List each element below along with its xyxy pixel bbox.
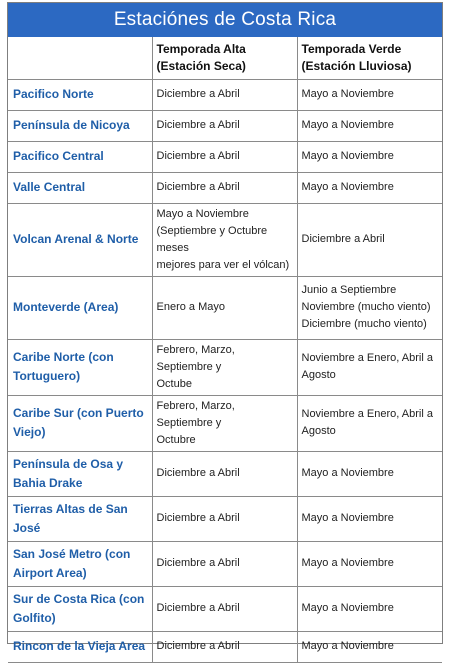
table-row: [8, 451, 442, 496]
temporada-verde-cell: [297, 395, 442, 451]
table-row: [8, 631, 442, 662]
table-row: [8, 110, 442, 141]
temporada-alta-cell: [152, 451, 297, 496]
table-row: [8, 172, 442, 203]
temporada-alta-cell-line: Febrero, Marzo, Septiembre y: [156, 399, 235, 429]
temporada-alta-cell-line: Diciembre a Abril: [156, 150, 240, 162]
temporada-alta-cell: [152, 631, 297, 662]
temporada-alta-cell: [152, 203, 297, 276]
temporada-verde-cell: [297, 496, 442, 541]
temporada-verde-cell: [297, 276, 442, 339]
temporada-alta-cell: [152, 172, 297, 203]
temporada-alta-cell-line: Octube: [156, 377, 192, 390]
region-name: Volcan Arenal & Norte: [8, 203, 152, 276]
temporada-verde-cell-line: Mayo a Noviembre: [301, 640, 394, 652]
temporada-verde-cell-line: Junio a Septiembre: [301, 284, 397, 296]
region-name: Caribe Sur (con Puerto Viejo): [8, 395, 152, 451]
temporada-verde-cell-line: Mayo a Noviembre: [301, 88, 394, 100]
table-row: [8, 586, 442, 631]
temporada-alta-cell-line: Diciembre a Abril: [156, 88, 240, 100]
region-name: Pacifico Central: [8, 141, 152, 172]
temporada-verde-cell: [297, 141, 442, 172]
region-name: San José Metro (con Airport Area): [8, 541, 152, 586]
temporada-alta-cell-line: Diciembre a Abril: [156, 512, 240, 524]
temporada-verde-cell-line: Mayo a Noviembre: [301, 467, 394, 479]
temporada-verde-cell-line: Diciembre a Abril: [301, 233, 385, 245]
temporada-verde-cell-line: Noviembre a Enero, Abril a: [301, 352, 433, 364]
temporada-verde-cell: [297, 172, 442, 203]
temporada-alta-cell: [152, 79, 297, 110]
region-name: Monteverde (Area): [8, 276, 152, 339]
header-alta-line1: Temporada Alta: [156, 41, 246, 56]
table-title: Estaciónes de Costa Rica: [8, 3, 442, 37]
region-name: Valle Central: [8, 172, 152, 203]
temporada-verde-cell: [297, 451, 442, 496]
temporada-alta-cell-line: Diciembre a Abril: [156, 602, 240, 614]
temporada-verde-cell: [297, 586, 442, 631]
temporada-alta-cell-line: Diciembre a Abril: [156, 119, 240, 131]
header-temporada-verde: [297, 37, 442, 79]
temporada-alta-cell-line: Enero a Mayo: [156, 301, 225, 313]
header-region: [8, 37, 152, 79]
region-name: Pacifico Norte: [8, 79, 152, 110]
table-row: [8, 141, 442, 172]
temporada-verde-cell-line: Noviembre (mucho viento): [301, 301, 431, 313]
temporada-verde-cell: [297, 110, 442, 141]
temporada-verde-cell: [297, 203, 442, 276]
table-row: [8, 496, 442, 541]
region-name: Sur de Costa Rica (con Golfito): [8, 586, 152, 631]
region-name: Tierras Altas de San José: [8, 496, 152, 541]
table-row: [8, 541, 442, 586]
temporada-alta-cell: [152, 141, 297, 172]
temporada-verde-cell: [297, 631, 442, 662]
table-row: [8, 339, 442, 395]
temporada-alta-cell: [152, 276, 297, 339]
header-temporada-alta: [152, 37, 297, 79]
temporada-alta-cell: [152, 339, 297, 395]
temporada-verde-cell-line: Diciembre (mucho viento): [301, 318, 427, 330]
temporada-verde-cell: [297, 339, 442, 395]
temporada-verde-cell-line: Noviembre a Enero, Abril a: [301, 408, 433, 420]
temporada-alta-cell-line: Febrero, Marzo, Septiembre y: [156, 343, 235, 373]
temporada-alta-cell: [152, 496, 297, 541]
region-name: Caribe Norte (con Tortuguero): [8, 339, 152, 395]
temporada-verde-cell-line: Mayo a Noviembre: [301, 181, 394, 193]
region-name: Península de Nicoya: [8, 110, 152, 141]
temporada-alta-cell-line: Octubre: [156, 433, 196, 446]
temporada-verde-cell-line: Mayo a Noviembre: [301, 119, 394, 131]
table-row: [8, 79, 442, 110]
temporada-alta-cell: [152, 541, 297, 586]
temporada-verde-cell-line: Mayo a Noviembre: [301, 557, 394, 569]
temporada-alta-cell-line: (Septiembre y Octubre meses: [156, 224, 268, 254]
temporada-verde-cell-line: Mayo a Noviembre: [301, 512, 394, 524]
temporada-alta-cell: [152, 395, 297, 451]
seasons-table-panel: [7, 2, 443, 653]
header-verde-line2: (Estación Lluviosa): [301, 58, 412, 73]
temporada-alta-cell-line: Diciembre a Abril: [156, 640, 240, 652]
temporada-verde-cell-line: Mayo a Noviembre: [301, 150, 394, 162]
table-row: [8, 203, 442, 276]
temporada-verde-cell-line: Agosto: [301, 425, 336, 437]
region-name: Península de Osa y Bahia Drake: [8, 451, 152, 496]
temporada-verde-cell-line: Mayo a Noviembre: [301, 602, 394, 614]
temporada-verde-cell-line: Agosto: [301, 369, 336, 381]
temporada-verde-cell: [297, 79, 442, 110]
temporada-verde-cell: [297, 541, 442, 586]
header-verde-line1: Temporada Verde: [301, 41, 402, 56]
temporada-alta-cell-line: Diciembre a Abril: [156, 467, 240, 479]
temporada-alta-cell: [152, 586, 297, 631]
header-alta-line2: (Estación Seca): [156, 58, 246, 73]
region-name: Rincon de la Vieja Area: [8, 631, 152, 662]
temporada-alta-cell-line: Diciembre a Abril: [156, 181, 240, 193]
temporada-alta-cell-line: Mayo a Noviembre: [156, 207, 249, 220]
seasons-table: [8, 37, 442, 663]
temporada-alta-cell-line: mejores para ver el vólcan): [156, 258, 290, 271]
temporada-alta-cell: [152, 110, 297, 141]
header-row: [8, 37, 442, 79]
table-row: [8, 395, 442, 451]
table-row: [8, 276, 442, 339]
temporada-alta-cell-line: Diciembre a Abril: [156, 557, 240, 569]
